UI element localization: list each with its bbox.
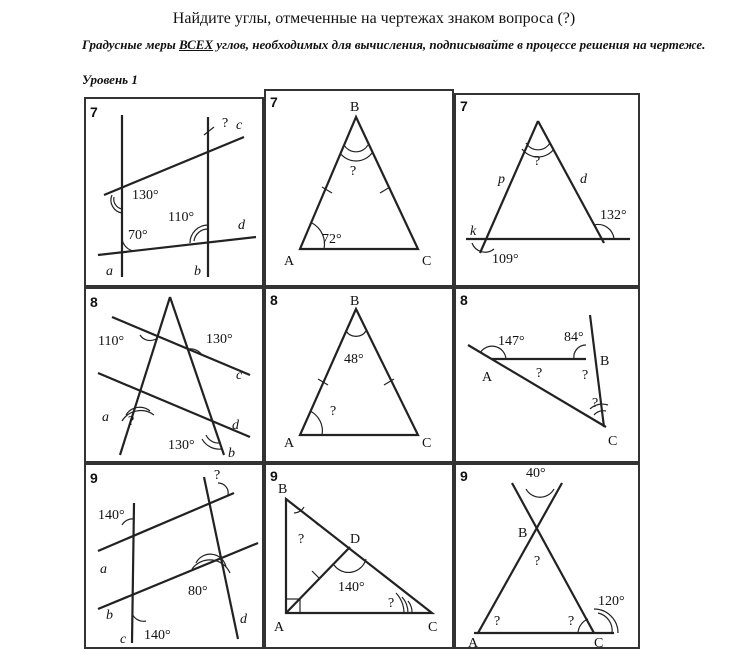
angle-110: 110° xyxy=(98,334,125,349)
angle-132: 132° xyxy=(600,208,627,223)
label-a: a xyxy=(102,410,109,425)
angle-130-bottom: 130° xyxy=(168,438,195,453)
question-mark: ? xyxy=(330,404,337,419)
question-mark: ? xyxy=(222,116,229,131)
vertex-b: B xyxy=(278,482,288,497)
arc-120-outer xyxy=(594,609,618,633)
label-p: p xyxy=(498,172,505,187)
vertex-c: C xyxy=(428,620,438,635)
angle-84: 84° xyxy=(564,330,584,345)
arc-b xyxy=(346,331,366,336)
arc-q xyxy=(218,483,228,495)
label-d: d xyxy=(238,218,245,233)
arc-40 xyxy=(526,489,554,497)
arc-140 xyxy=(334,559,366,572)
question-mark: ? xyxy=(128,414,135,429)
problem-7-number: 9 xyxy=(90,470,98,486)
arc-c xyxy=(594,411,606,415)
label-d: d xyxy=(580,172,587,187)
question-mark-1: ? xyxy=(534,554,541,569)
line-a xyxy=(120,297,170,455)
problem-6 xyxy=(454,287,640,463)
line-d xyxy=(98,373,250,437)
vertex-c: C xyxy=(422,436,432,451)
angle-140-top: 140° xyxy=(98,508,125,523)
label-b: b xyxy=(194,264,201,279)
level-label: Уровень 1 xyxy=(82,72,138,87)
problem-3-figure xyxy=(454,93,640,287)
problem-2-number: 7 xyxy=(270,94,278,110)
arc-130 xyxy=(114,197,122,209)
instruction-before: Градусные меры xyxy=(82,37,180,52)
arc-c xyxy=(408,601,412,613)
problem-6-figure xyxy=(454,287,640,463)
line-b xyxy=(98,543,258,609)
problem-6-number: 8 xyxy=(460,292,468,308)
problem-7-figure xyxy=(84,463,264,649)
question-mark: ? xyxy=(534,154,541,169)
question-mark-2: ? xyxy=(494,614,501,629)
problem-3-border xyxy=(455,94,639,286)
angle-110: 110° xyxy=(168,210,195,225)
problem-3-number: 7 xyxy=(460,98,468,114)
tick-ad xyxy=(312,571,320,579)
angle-40: 40° xyxy=(526,466,546,481)
problem-8 xyxy=(264,463,454,649)
angle-80: 80° xyxy=(188,584,208,599)
problem-5-number: 8 xyxy=(270,292,278,308)
arc-110 xyxy=(194,229,208,241)
arc-84 xyxy=(574,345,586,359)
page-title: Найдите углы, отмеченные на чертежах знаком вопроса (?) xyxy=(172,10,576,27)
question-mark-3: ? xyxy=(592,396,599,411)
problem-5 xyxy=(264,287,454,463)
label-d: d xyxy=(240,612,247,627)
tick-bc xyxy=(380,187,390,193)
label-d: d xyxy=(232,418,239,433)
vertex-c: C xyxy=(608,434,618,449)
angle-130-top: 130° xyxy=(206,332,233,347)
vertex-a: A xyxy=(274,620,285,635)
vertex-b: B xyxy=(518,526,528,541)
tick-bd xyxy=(310,517,318,525)
line-b xyxy=(170,297,224,455)
problem-9-number: 9 xyxy=(460,468,468,484)
label-a: a xyxy=(100,562,107,577)
vertex-a: A xyxy=(468,636,479,649)
question-mark-2: ? xyxy=(582,368,589,383)
vertex-c: C xyxy=(422,254,432,269)
angle-48: 48° xyxy=(344,352,364,367)
instruction-text xyxy=(82,37,732,53)
label-k: k xyxy=(470,224,477,239)
problem-1-figure xyxy=(84,97,264,287)
instruction-after: углов, необходимых для вычисления, подписывайте в процессе решения на чертеже. xyxy=(213,37,706,52)
line-p xyxy=(480,121,541,253)
label-a: a xyxy=(106,264,113,279)
line-ab-extended xyxy=(512,483,594,633)
label-c: c xyxy=(236,118,243,133)
arc-top xyxy=(526,143,550,150)
problem-1-number: 7 xyxy=(90,104,98,120)
angle-130: 130° xyxy=(132,188,159,203)
label-b: b xyxy=(106,608,113,623)
question-mark-1: ? xyxy=(536,366,543,381)
angle-147: 147° xyxy=(498,334,525,349)
arc-130-outer xyxy=(111,195,122,213)
problem-9-figure xyxy=(454,463,640,649)
arc-b-outer xyxy=(340,153,372,161)
problem-5-figure xyxy=(264,287,454,463)
instruction-emphasis: ВСЕХ xyxy=(179,37,214,52)
problem-2-figure xyxy=(264,89,454,287)
line-bc-extended xyxy=(478,483,562,633)
question-mark-1: ? xyxy=(298,532,305,547)
question-mark-3: ? xyxy=(568,614,575,629)
vertex-a: A xyxy=(482,370,493,385)
problem-9 xyxy=(454,463,640,649)
angle-120: 120° xyxy=(598,594,625,609)
label-c: c xyxy=(236,368,243,383)
problem-4 xyxy=(84,287,264,463)
vertex-c: C xyxy=(594,636,604,649)
vertex-d: D xyxy=(350,532,361,547)
arc-a xyxy=(310,411,322,435)
question-mark: ? xyxy=(214,468,221,483)
question-mark-2: ? xyxy=(388,596,395,611)
problem-4-figure xyxy=(84,287,264,463)
problem-2 xyxy=(264,89,454,287)
arc-c-3 xyxy=(396,593,404,613)
vertex-b: B xyxy=(350,100,360,115)
problem-7 xyxy=(84,463,264,649)
vertex-a: A xyxy=(284,436,295,451)
arc-110 xyxy=(140,335,156,341)
angle-140-bottom: 140° xyxy=(144,628,171,643)
arc-q-outer xyxy=(122,411,154,421)
arc-110-outer xyxy=(190,225,208,243)
triangle-abc xyxy=(300,117,418,249)
triangle-abc xyxy=(286,499,432,613)
vertex-b: B xyxy=(350,294,360,309)
problem-8-number: 9 xyxy=(270,468,278,484)
line-c xyxy=(104,137,244,195)
arc-140-bottom xyxy=(132,613,146,621)
arc-120 xyxy=(598,613,612,633)
arc-b xyxy=(344,145,368,152)
triangle-abc xyxy=(300,309,418,435)
problem-3 xyxy=(454,93,640,287)
label-b: b xyxy=(228,446,235,461)
question-mark: ? xyxy=(350,164,357,179)
vertex-b: B xyxy=(600,354,610,369)
angle-72: 72° xyxy=(322,232,342,247)
problem-8-figure xyxy=(264,463,454,649)
angle-70: 70° xyxy=(128,228,148,243)
problem-4-number: 8 xyxy=(90,294,98,310)
line-c xyxy=(132,503,134,643)
line-ac xyxy=(468,345,606,427)
angle-109: 109° xyxy=(492,252,519,267)
problem-grid xyxy=(84,89,640,649)
angle-140: 140° xyxy=(338,580,365,595)
problem-1 xyxy=(84,97,264,287)
problem-9-border xyxy=(455,464,639,648)
label-c: c xyxy=(120,632,127,647)
vertex-a: A xyxy=(284,254,295,269)
